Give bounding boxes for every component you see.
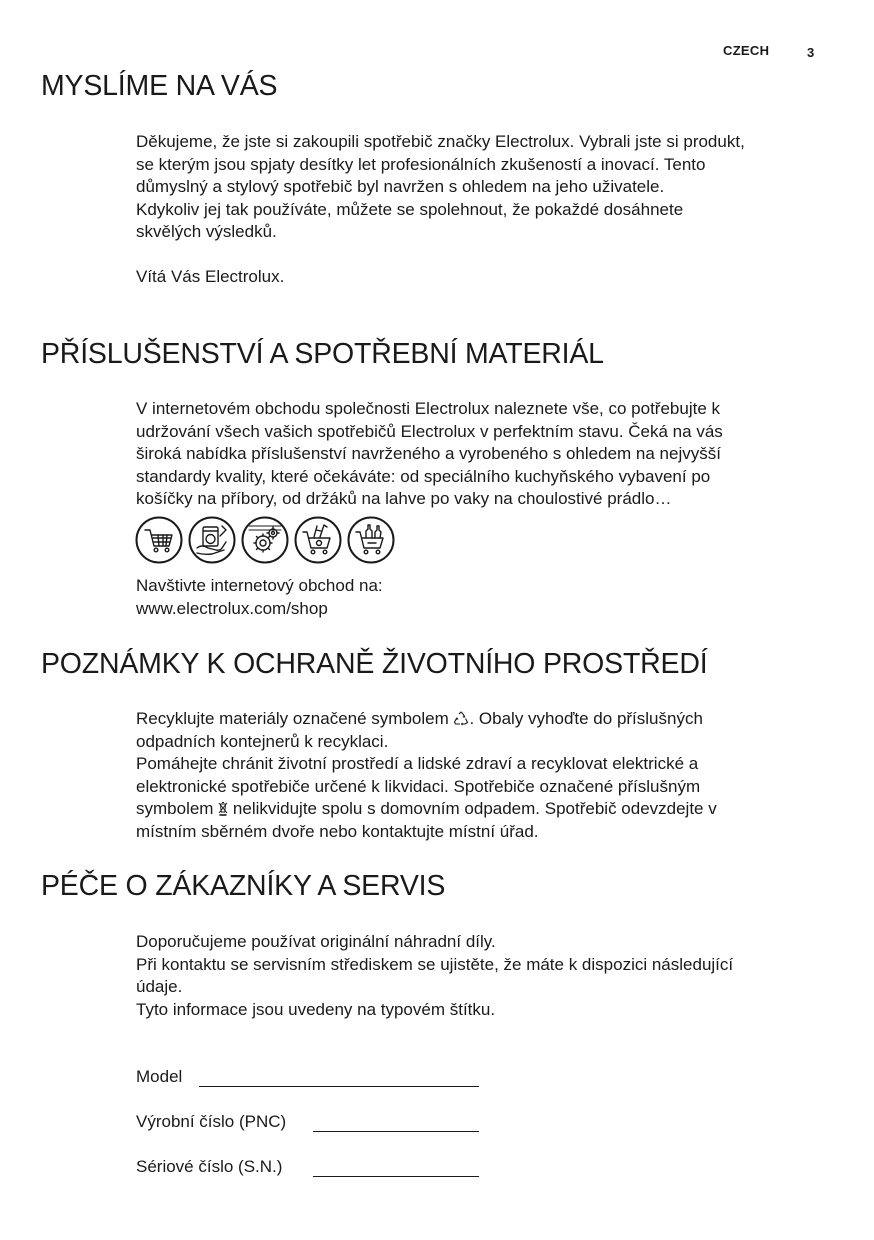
cart-with-bottles-icon xyxy=(349,518,394,563)
environment-text: nelikvidujte spolu s domovním odpadem. Spotřebič odevzdejte v xyxy=(228,799,717,818)
service-paragraph xyxy=(136,931,733,1021)
pnc-label: Výrobní číslo (PNC) xyxy=(136,1112,287,1131)
gears-icon xyxy=(243,518,288,563)
shop-url-link[interactable]: www.electrolux.com/shop xyxy=(136,598,328,618)
recycle-icon xyxy=(453,711,469,726)
welcome-paragraph xyxy=(136,131,745,244)
environment-paragraph xyxy=(136,708,717,843)
shop-visit-line: Navštivte internetový obchod na: xyxy=(136,576,383,595)
appliance-service-icon xyxy=(190,518,235,563)
language-label: CZECH xyxy=(723,43,770,58)
environment-text: . Obaly vyhoďte do příslušných xyxy=(469,709,703,728)
welcome-line: Kdykoliv jej tak používáte, můžete se spolehnout, že pokaždé dosáhnete xyxy=(136,199,684,219)
welcome-greeting: Vítá Vás Electrolux. xyxy=(136,267,285,286)
accessories-line: V internetovém obchodu společnosti Electrolux naleznete vše, co potřebujte k xyxy=(136,399,721,418)
accessory-icons-row xyxy=(135,516,401,564)
environment-text: symbolem xyxy=(136,799,219,818)
sn-label: Sériové číslo (S.N.) xyxy=(136,1157,283,1176)
model-label: Model xyxy=(136,1067,183,1086)
environment-text: místním sběrném dvoře nebo kontaktujte místní úřad. xyxy=(136,821,539,841)
service-line: Doporučujeme používat originální náhradní díly. xyxy=(136,932,496,951)
model-fill-line[interactable] xyxy=(199,1086,479,1087)
section-title-accessories: PŘÍSLUŠENSTVÍ A SPOTŘEBNÍ MATERIÁL xyxy=(41,338,604,370)
welcome-line: Děkujeme, že jste si zakoupili spotřebič značky Electrolux. Vybrali jste si produkt, xyxy=(136,132,745,151)
environment-text: Pomáhejte chránit životní prostředí a lidské zdraví a recyklovat elektrické a xyxy=(136,754,699,773)
accessories-line: košíčky na příbory, od držáků na lahve po vaky na choulostivé prádlo… xyxy=(136,489,672,508)
service-line: údaje. xyxy=(136,977,183,996)
accessories-line: široká nabídka příslušenství navrženého a vyrobeného s ohledem na nejvyšší xyxy=(136,444,721,463)
crossed-bin-icon xyxy=(218,801,228,816)
sn-fill-line[interactable] xyxy=(313,1176,479,1177)
cart-with-tools-icon xyxy=(296,518,341,563)
section-title-welcome: MYSLÍME NA VÁS xyxy=(41,70,278,102)
page-number: 3 xyxy=(807,45,815,60)
environment-text: odpadních kontejnerů k recyklaci. xyxy=(136,731,389,751)
welcome-line: skvělých výsledků. xyxy=(136,222,277,241)
accessories-line: udržování všech vašich spotřebičů Electrolux v perfektním stavu. Čeká na vás xyxy=(136,421,723,441)
accessories-paragraph xyxy=(136,398,723,511)
service-line: Tyto informace jsou uvedeny na typovém štítku. xyxy=(136,999,496,1019)
environment-text: Recyklujte materiály označené symbolem xyxy=(136,709,454,728)
shop-visit-text xyxy=(136,575,383,620)
section-title-service: PÉČE O ZÁKAZNÍKY A SERVIS xyxy=(41,870,446,902)
shopping-cart-icon xyxy=(137,518,182,563)
accessories-line: standardy kvality, které očekáváte: od speciálního kuchyňského vybavení po xyxy=(136,466,711,486)
service-line: Při kontaktu se servisním střediskem se ujistěte, že máte k dispozici následující xyxy=(136,954,734,974)
environment-text: elektronické spotřebiče určené k likvidaci. Spotřebiče označené příslušným xyxy=(136,776,701,796)
welcome-line: se kterým jsou spjaty desítky let profesionálních zkušeností a inovací. Tento xyxy=(136,154,706,174)
section-title-environment: POZNÁMKY K OCHRANĚ ŽIVOTNÍHO PROSTŘEDÍ xyxy=(41,648,708,680)
welcome-line: důmyslný a stylový spotřebič byl navržen s ohledem na jeho uživatele. xyxy=(136,177,665,196)
pnc-fill-line[interactable] xyxy=(313,1131,479,1132)
